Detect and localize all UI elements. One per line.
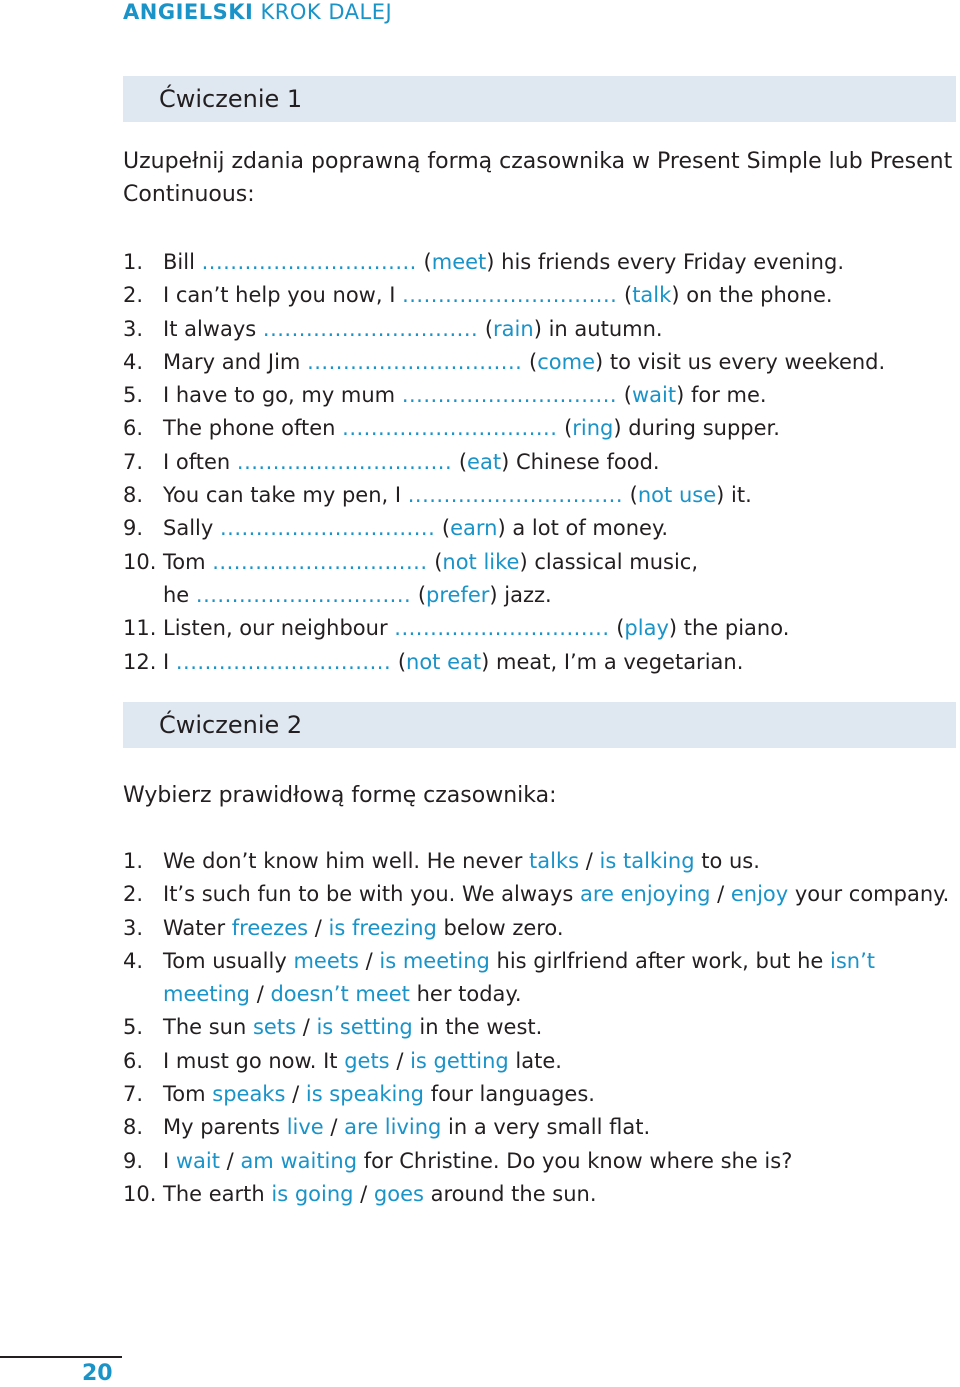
verb-hint: play	[624, 616, 669, 641]
bracket-open: (	[411, 582, 427, 607]
exercise-2-title: Ćwiczenie 2	[159, 711, 303, 739]
sentence-text: /	[710, 882, 731, 907]
answer-blank: ..............................	[262, 316, 479, 341]
bracket-open: (	[391, 649, 407, 674]
bracket-close: )	[533, 316, 542, 341]
header-brand: ANGIELSKI	[123, 0, 254, 24]
exercise-2-item	[123, 1011, 960, 1044]
exercise-1-heading	[123, 76, 956, 122]
exercise-2-list	[123, 845, 960, 1211]
sentence-start: Listen, our neighbour	[163, 616, 395, 641]
exercise-2-item	[123, 945, 960, 1012]
verb-hint: not use	[637, 483, 717, 508]
verb-hint: ring	[572, 416, 614, 441]
verb-option: speaks	[212, 1082, 286, 1107]
sentence-start: The phone often	[163, 416, 343, 441]
sentence-text: four languages.	[424, 1082, 595, 1107]
sentence-end: for me.	[684, 383, 767, 408]
verb-option: is going	[271, 1181, 354, 1206]
item-number: 4.	[123, 349, 144, 374]
item-number: 3.	[123, 915, 144, 940]
bracket-open: (	[478, 316, 494, 341]
item-number: 2.	[123, 283, 144, 308]
sentence-end: during supper.	[621, 416, 780, 441]
exercise-1-item	[123, 412, 960, 445]
item-number: 7.	[123, 1082, 144, 1107]
sentence-text: /	[296, 1015, 317, 1040]
item-number: 5.	[123, 1015, 144, 1040]
sentence-text: for Christine. Do you know where she is?	[357, 1148, 793, 1173]
bracket-close: )	[716, 483, 725, 508]
exercise-1-item	[123, 579, 960, 612]
sentence-text: in a very small flat.	[441, 1115, 651, 1140]
footer-rule	[0, 1356, 122, 1358]
exercise-2-item	[123, 1045, 960, 1078]
item-number: 6.	[123, 1048, 144, 1073]
verb-hint: prefer	[426, 582, 490, 607]
sentence-start: It always	[163, 316, 263, 341]
sentence-start: I often	[163, 449, 237, 474]
item-number: 8.	[123, 483, 144, 508]
sentence-end: to visit us every weekend.	[603, 349, 886, 374]
bracket-close: )	[613, 416, 622, 441]
sentence-text: her today.	[409, 982, 522, 1007]
exercise-1-item	[123, 246, 960, 279]
verb-hint: earn	[450, 516, 498, 541]
bracket-open: (	[557, 416, 573, 441]
sentence-text: I must go now. It	[163, 1048, 345, 1073]
exercise-1-item	[123, 346, 960, 379]
sentence-text: /	[220, 1148, 241, 1173]
bracket-close: )	[497, 516, 506, 541]
sentence-start: Mary and Jim	[163, 349, 308, 374]
verb-option: are enjoying	[579, 882, 711, 907]
sentence-text: to us.	[694, 849, 760, 873]
sentence-start: You can take my pen, I	[163, 483, 408, 508]
answer-blank: ..............................	[212, 549, 428, 574]
sentence-text: /	[389, 1048, 411, 1073]
verb-option: wait	[175, 1148, 220, 1173]
exercise-2-item	[123, 878, 960, 911]
verb-option: are living	[344, 1115, 442, 1140]
verb-option: is meeting	[379, 948, 490, 973]
sentence-end: the piano.	[677, 616, 790, 641]
verb-option: enjoy	[730, 882, 789, 907]
bracket-close: )	[481, 649, 490, 674]
exercise-1-item	[123, 313, 960, 346]
bracket-open: (	[452, 449, 468, 474]
sentence-text: /	[353, 1181, 374, 1206]
sentence-text: your company.	[788, 882, 950, 907]
sentence-end: on the phone.	[679, 283, 833, 308]
sentence-end: his friends every Friday evening.	[494, 250, 844, 274]
answer-blank: ..............................	[342, 416, 558, 441]
item-number: 5.	[123, 383, 144, 408]
exercise-2-item	[123, 1078, 960, 1111]
bracket-open: (	[617, 283, 633, 308]
running-header	[123, 0, 392, 24]
bracket-close: )	[595, 349, 604, 374]
sentence-end: jazz.	[497, 582, 552, 607]
sentence-text: Water	[163, 915, 232, 940]
item-number: 12.	[123, 649, 157, 674]
exercise-1-item	[123, 512, 960, 545]
sentence-start: I can’t help you now, I	[163, 283, 403, 308]
item-number: 8.	[123, 1115, 144, 1140]
verb-option: goes	[373, 1181, 424, 1206]
item-number: 3.	[123, 316, 144, 341]
answer-blank: ..............................	[402, 283, 618, 308]
bracket-close: )	[501, 449, 510, 474]
sentence-text: /	[579, 849, 600, 873]
bracket-close: )	[519, 549, 528, 574]
verb-option: meets	[293, 948, 359, 973]
sentence-end: Chinese food.	[509, 449, 660, 474]
item-number: 9.	[123, 516, 144, 541]
verb-hint: talk	[632, 283, 672, 308]
verb-option: live	[286, 1115, 324, 1140]
sentence-text: /	[308, 915, 329, 940]
sentence-text: late.	[508, 1048, 562, 1073]
item-number: 1.	[123, 250, 144, 274]
sentence-text: around the sun.	[423, 1181, 597, 1206]
sentence-text: My parents	[163, 1115, 287, 1140]
sentence-end: in autumn.	[541, 316, 663, 341]
verb-option: am waiting	[240, 1148, 358, 1173]
sentence-text: /	[323, 1115, 345, 1140]
item-number: 11.	[123, 616, 157, 641]
sentence-text: his girlfriend after work, but he	[489, 948, 830, 973]
verb-option: is getting	[410, 1048, 509, 1073]
answer-blank: ..............................	[401, 383, 618, 408]
exercise-1-item	[123, 612, 960, 645]
sentence-start: he	[163, 582, 196, 607]
verb-hint: not like	[442, 549, 520, 574]
sentence-text: Tom usually	[163, 948, 294, 973]
page-number: 20	[82, 1361, 113, 1386]
verb-option: is setting	[316, 1015, 413, 1040]
exercise-2-heading	[123, 702, 956, 748]
sentence-text: I	[163, 1148, 176, 1173]
bracket-open: (	[522, 349, 538, 374]
verb-option: sets	[252, 1015, 297, 1040]
verb-hint: meet	[431, 250, 487, 274]
item-number: 7.	[123, 449, 144, 474]
exercise-2-item	[123, 912, 960, 945]
item-number: 9.	[123, 1148, 144, 1173]
exercise-2-item	[123, 845, 960, 878]
answer-blank: ..............................	[195, 582, 412, 607]
sentence-start: Bill	[163, 250, 202, 274]
item-number: 10.	[123, 1181, 157, 1206]
sentence-end: classical music,	[527, 549, 698, 574]
answer-blank: ..............................	[175, 649, 392, 674]
answer-blank: ..............................	[201, 250, 417, 274]
answer-blank: ..............................	[394, 616, 610, 641]
exercise-2-item	[123, 1145, 960, 1178]
exercise-1-item	[123, 546, 960, 579]
sentence-text: We don’t know him well. He never	[163, 849, 530, 873]
exercise-2-item	[123, 1178, 960, 1211]
item-number: 4.	[123, 948, 144, 973]
answer-blank: ..............................	[407, 483, 623, 508]
bracket-close: )	[486, 250, 495, 274]
sentence-text: The sun	[163, 1015, 253, 1040]
header-subtitle: KROK DALEJ	[260, 0, 393, 24]
sentence-text: /	[250, 982, 271, 1007]
verb-hint: eat	[467, 449, 502, 474]
sentence-start: Tom	[163, 549, 213, 574]
bracket-open: (	[609, 616, 625, 641]
sentence-text: /	[285, 1082, 306, 1107]
verb-option: freezes	[231, 915, 309, 940]
sentence-end: it.	[724, 483, 752, 508]
exercise-1-title: Ćwiczenie 1	[159, 85, 303, 113]
exercise-2-item	[123, 1111, 960, 1144]
exercise-1-instruction: Uzupełnij zdania poprawną formą czasownika w Present Simple lub Present Continuous:	[123, 149, 953, 207]
verb-hint: rain	[493, 316, 534, 341]
bracket-open: (	[435, 516, 451, 541]
answer-blank: ..............................	[307, 349, 523, 374]
verb-option: is talking	[599, 849, 695, 873]
sentence-start: Sally	[163, 516, 220, 541]
exercise-1-item	[123, 479, 960, 512]
exercise-1-item	[123, 646, 960, 679]
item-number: 10.	[123, 549, 157, 574]
sentence-start: I	[163, 649, 176, 674]
bracket-close: )	[668, 616, 678, 641]
bracket-close: )	[489, 582, 498, 607]
verb-option: is speaking	[305, 1082, 425, 1107]
answer-blank: ..............................	[219, 516, 436, 541]
bracket-open: (	[427, 549, 443, 574]
sentence-text: /	[358, 948, 380, 973]
verb-option: isn’t meeting	[163, 948, 875, 1007]
sentence-end: a lot of money.	[505, 516, 669, 541]
sentence-text: The earth	[163, 1181, 272, 1206]
exercise-1-list	[123, 246, 960, 679]
item-number: 1.	[123, 849, 144, 873]
verb-hint: wait	[631, 383, 677, 408]
exercise-2-instruction: Wybierz prawidłową formę czasownika:	[123, 783, 557, 808]
verb-option: is freezing	[328, 915, 437, 940]
bracket-open: (	[617, 383, 632, 408]
sentence-text: Tom	[163, 1082, 213, 1107]
exercise-1-item	[123, 379, 960, 412]
bracket-open: (	[416, 250, 432, 274]
sentence-start: I have to go, my mum	[163, 383, 402, 408]
bracket-close: )	[676, 383, 685, 408]
sentence-text: It’s such fun to be with you. We always	[163, 882, 580, 907]
item-number: 2.	[123, 882, 144, 907]
verb-option: doesn’t meet	[270, 982, 410, 1007]
answer-blank: ..............................	[236, 449, 453, 474]
sentence-text: below zero.	[436, 915, 564, 940]
verb-hint: not eat	[406, 649, 482, 674]
verb-hint: come	[537, 349, 595, 374]
bracket-open: (	[623, 483, 638, 508]
item-number: 6.	[123, 416, 144, 441]
verb-option: gets	[344, 1048, 390, 1073]
bracket-close: )	[671, 283, 680, 308]
verb-option: talks	[529, 849, 580, 873]
sentence-end: meat, I’m a vegetarian.	[489, 649, 744, 674]
sentence-text: in the west.	[412, 1015, 543, 1040]
exercise-1-item	[123, 446, 960, 479]
exercise-1-item	[123, 279, 960, 312]
